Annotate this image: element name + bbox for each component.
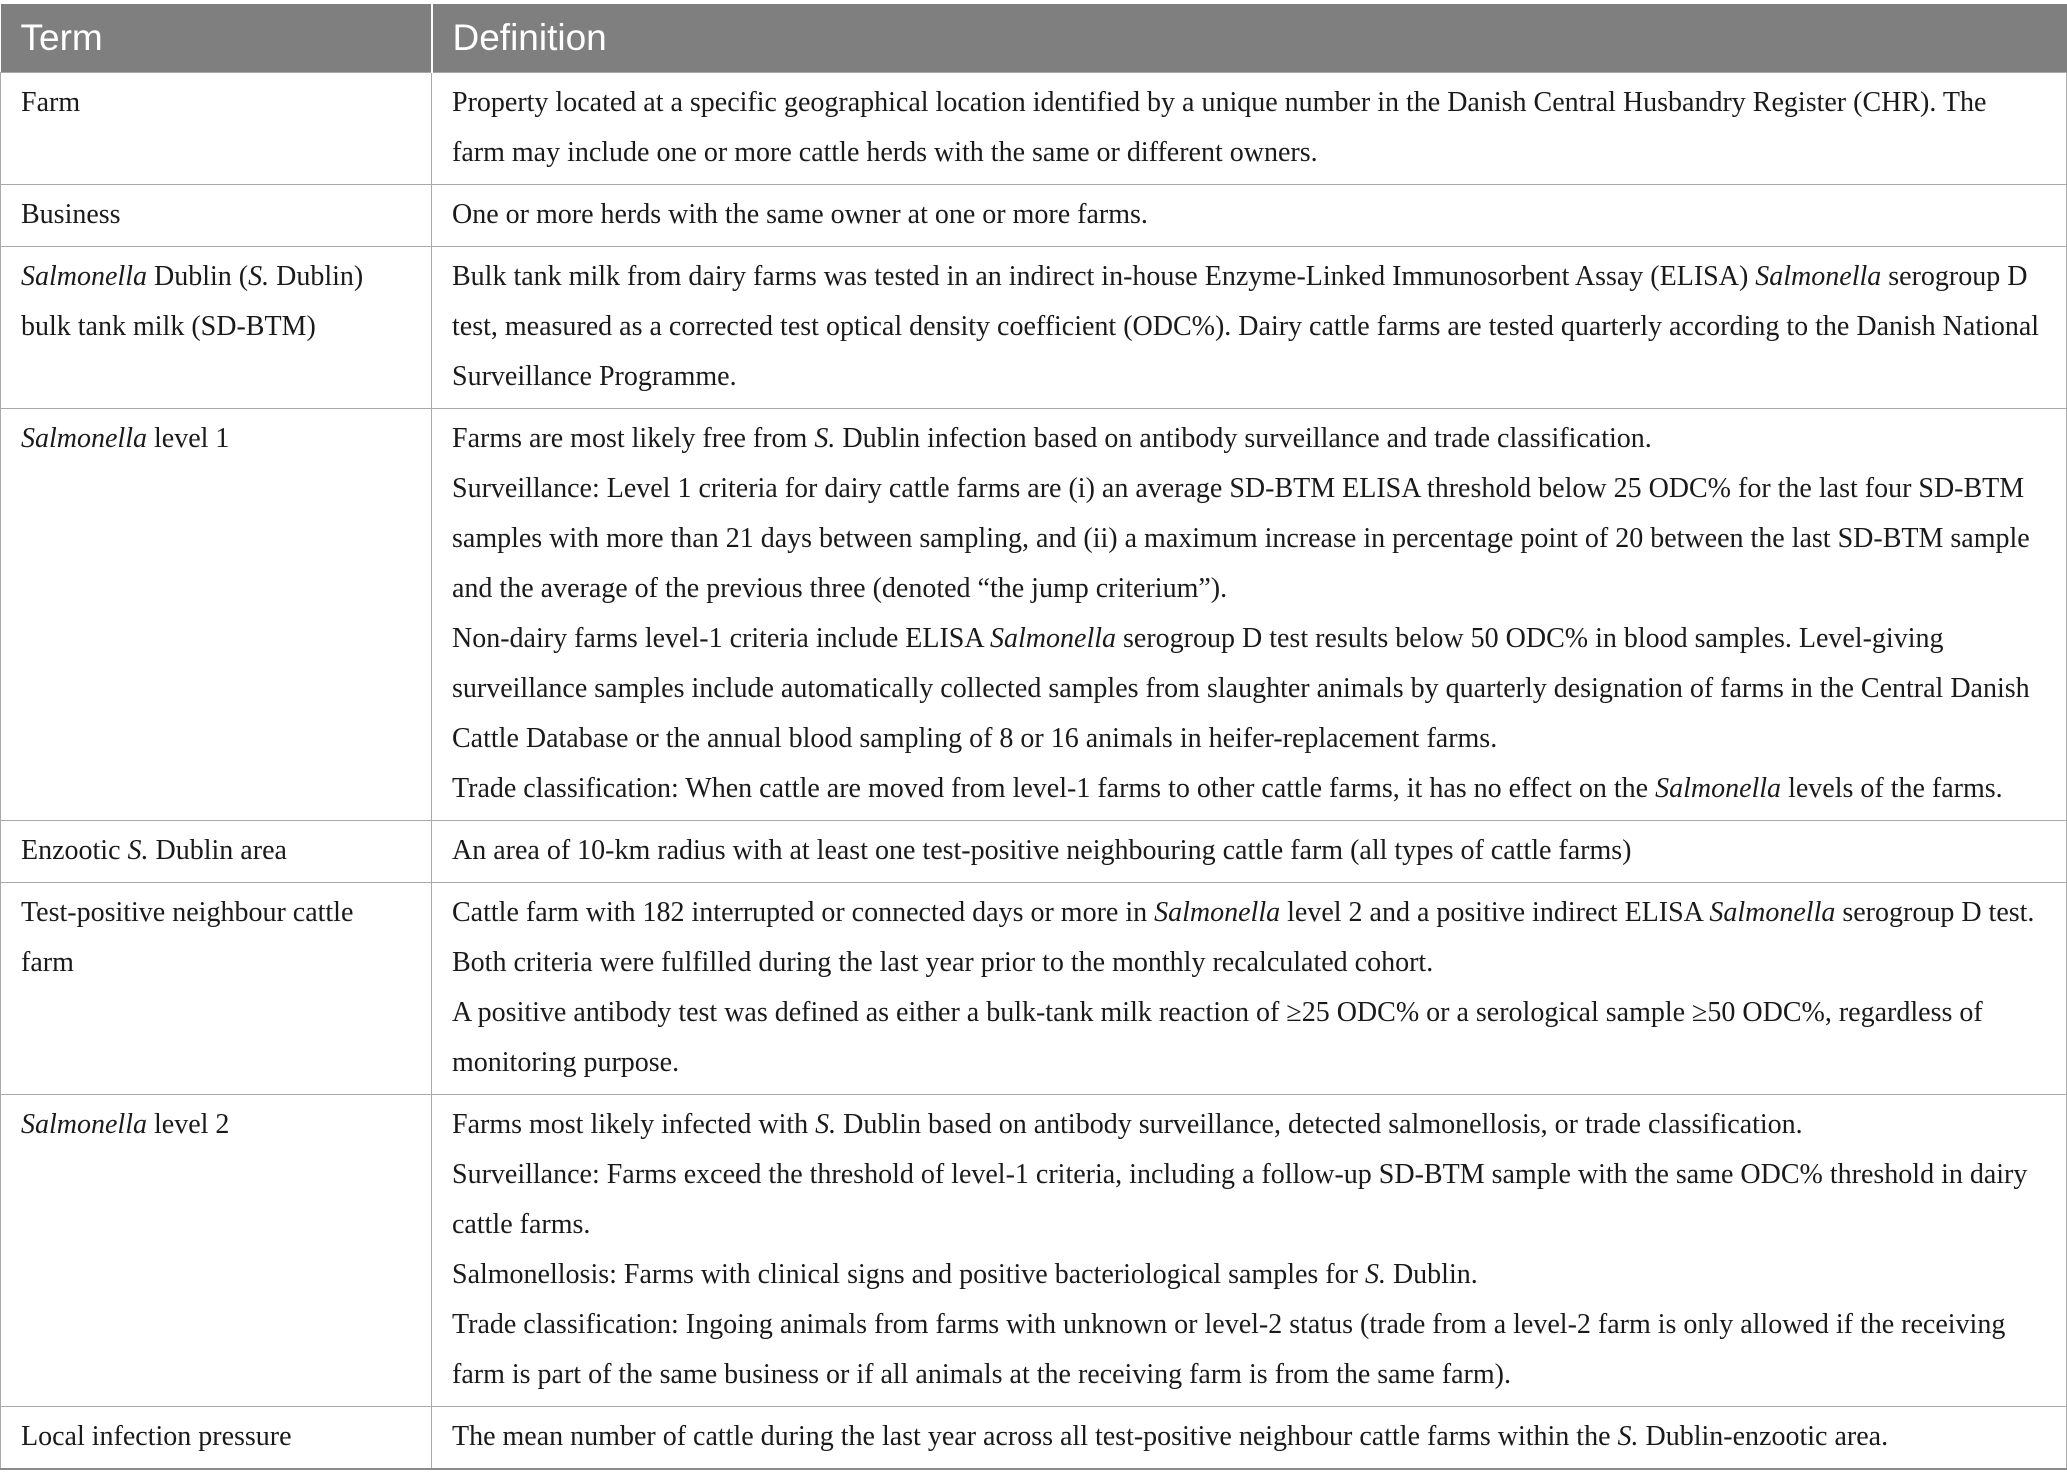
definition-paragraph: A positive antibody test was defined as either a bulk-tank milk reaction of ≥25 ODC% or a serological sample ≥50 ODC%, regardless of monitoring purpose. <box>452 997 1983 1078</box>
definition-cell <box>432 883 2067 1095</box>
term-cell: Local infection pressure <box>1 1407 432 1470</box>
definition-paragraph: Trade classification: When cattle are moved from level-1 farms to other cattle farms, it has no effect on the Salmonella levels of the farms. <box>452 773 2003 804</box>
table-header <box>1 4 2067 73</box>
table-row <box>1 73 2067 185</box>
table-body <box>1 73 2067 1470</box>
header-row <box>1 4 2067 73</box>
header-term: Term <box>1 4 432 73</box>
definition-paragraph: The mean number of cattle during the last year across all test-positive neighbour cattle farms within the S. Dublin-enzootic area. <box>452 1421 1889 1452</box>
term-cell: Salmonella Dublin (S. Dublin) bulk tank milk (SD-BTM) <box>1 247 432 409</box>
definition-paragraph: Surveillance: Level 1 criteria for dairy cattle farms are (i) an average SD-BTM ELISA threshold below 25 ODC% for the last four SD-BTM samples with more than 21 days between sampling, and (ii) a maximum increase in percentage point of 20 between the last SD-BTM sample and the average of the previous three (denoted “the jump criterium”). <box>452 473 2030 604</box>
definition-cell <box>432 185 2067 247</box>
definition-paragraph: Trade classification: Ingoing animals from farms with unknown or level-2 status (trade from a level-2 farm is only allowed if the receiving farm is part of the same business or if all animals at the receiving farm is from the same farm). <box>452 1309 2006 1390</box>
definitions-table <box>0 4 2067 1470</box>
term-cell: Farm <box>1 73 432 185</box>
definition-paragraph: Farms are most likely free from S. Dublin infection based on antibody surveillance and trade classification. <box>452 423 1652 454</box>
header-definition: Definition <box>432 4 2067 73</box>
term-cell: Enzootic S. Dublin area <box>1 821 432 883</box>
definition-paragraph: Property located at a specific geographical location identified by a unique number in the Danish Central Husbandry Register (CHR). The farm may include one or more cattle herds with the same or different owners. <box>452 87 1987 168</box>
table-row <box>1 1095 2067 1407</box>
definition-paragraph: Bulk tank milk from dairy farms was tested in an indirect in-house Enzyme-Linked Immunosorbent Assay (ELISA) Salmonella serogroup D test, measured as a corrected test optical density coefficient (ODC%). Dairy cattle farms are tested quarterly according to the Danish National Surveillance Programme. <box>452 261 2040 392</box>
definition-paragraph: Surveillance: Farms exceed the threshold of level-1 criteria, including a follow-up SD-BTM sample with the same ODC% threshold in dairy cattle farms. <box>452 1159 2028 1240</box>
definition-paragraph: Farms most likely infected with S. Dublin based on antibody surveillance, detected salmonellosis, or trade classification. <box>452 1109 1803 1140</box>
definition-cell <box>432 1095 2067 1407</box>
table-row <box>1 409 2067 821</box>
definition-paragraph: An area of 10-km radius with at least one test-positive neighbouring cattle farm (all types of cattle farms) <box>452 835 1632 866</box>
definition-paragraph: Salmonellosis: Farms with clinical signs and positive bacteriological samples for S. Dublin. <box>452 1259 1478 1290</box>
term-cell: Business <box>1 185 432 247</box>
definition-cell <box>432 1407 2067 1470</box>
term-cell: Test-positive neighbour cattle farm <box>1 883 432 1095</box>
definition-paragraph: Cattle farm with 182 interrupted or connected days or more in Salmonella level 2 and a positive indirect ELISA Salmonella serogroup D test. Both criteria were fulfilled during the last year prior to the monthly recalculated cohort. <box>452 897 2035 978</box>
table-row <box>1 185 2067 247</box>
table-row <box>1 883 2067 1095</box>
definition-cell <box>432 821 2067 883</box>
definition-paragraph: Non-dairy farms level-1 criteria include ELISA Salmonella serogroup D test results below 50 ODC% in blood samples. Level-giving surveillance samples include automatically collected samples from slaughter animals by quarterly designation of farms in the Central Danish Cattle Database or the annual blood sampling of 8 or 16 animals in heifer-replacement farms. <box>452 623 2030 754</box>
term-cell: Salmonella level 2 <box>1 1095 432 1407</box>
table-row <box>1 247 2067 409</box>
definitions-table-container <box>0 4 2066 1470</box>
definition-cell <box>432 73 2067 185</box>
term-cell: Salmonella level 1 <box>1 409 432 821</box>
table-row <box>1 821 2067 883</box>
definition-cell <box>432 409 2067 821</box>
definition-paragraph: One or more herds with the same owner at one or more farms. <box>452 199 1148 230</box>
definition-cell <box>432 247 2067 409</box>
table-row <box>1 1407 2067 1470</box>
